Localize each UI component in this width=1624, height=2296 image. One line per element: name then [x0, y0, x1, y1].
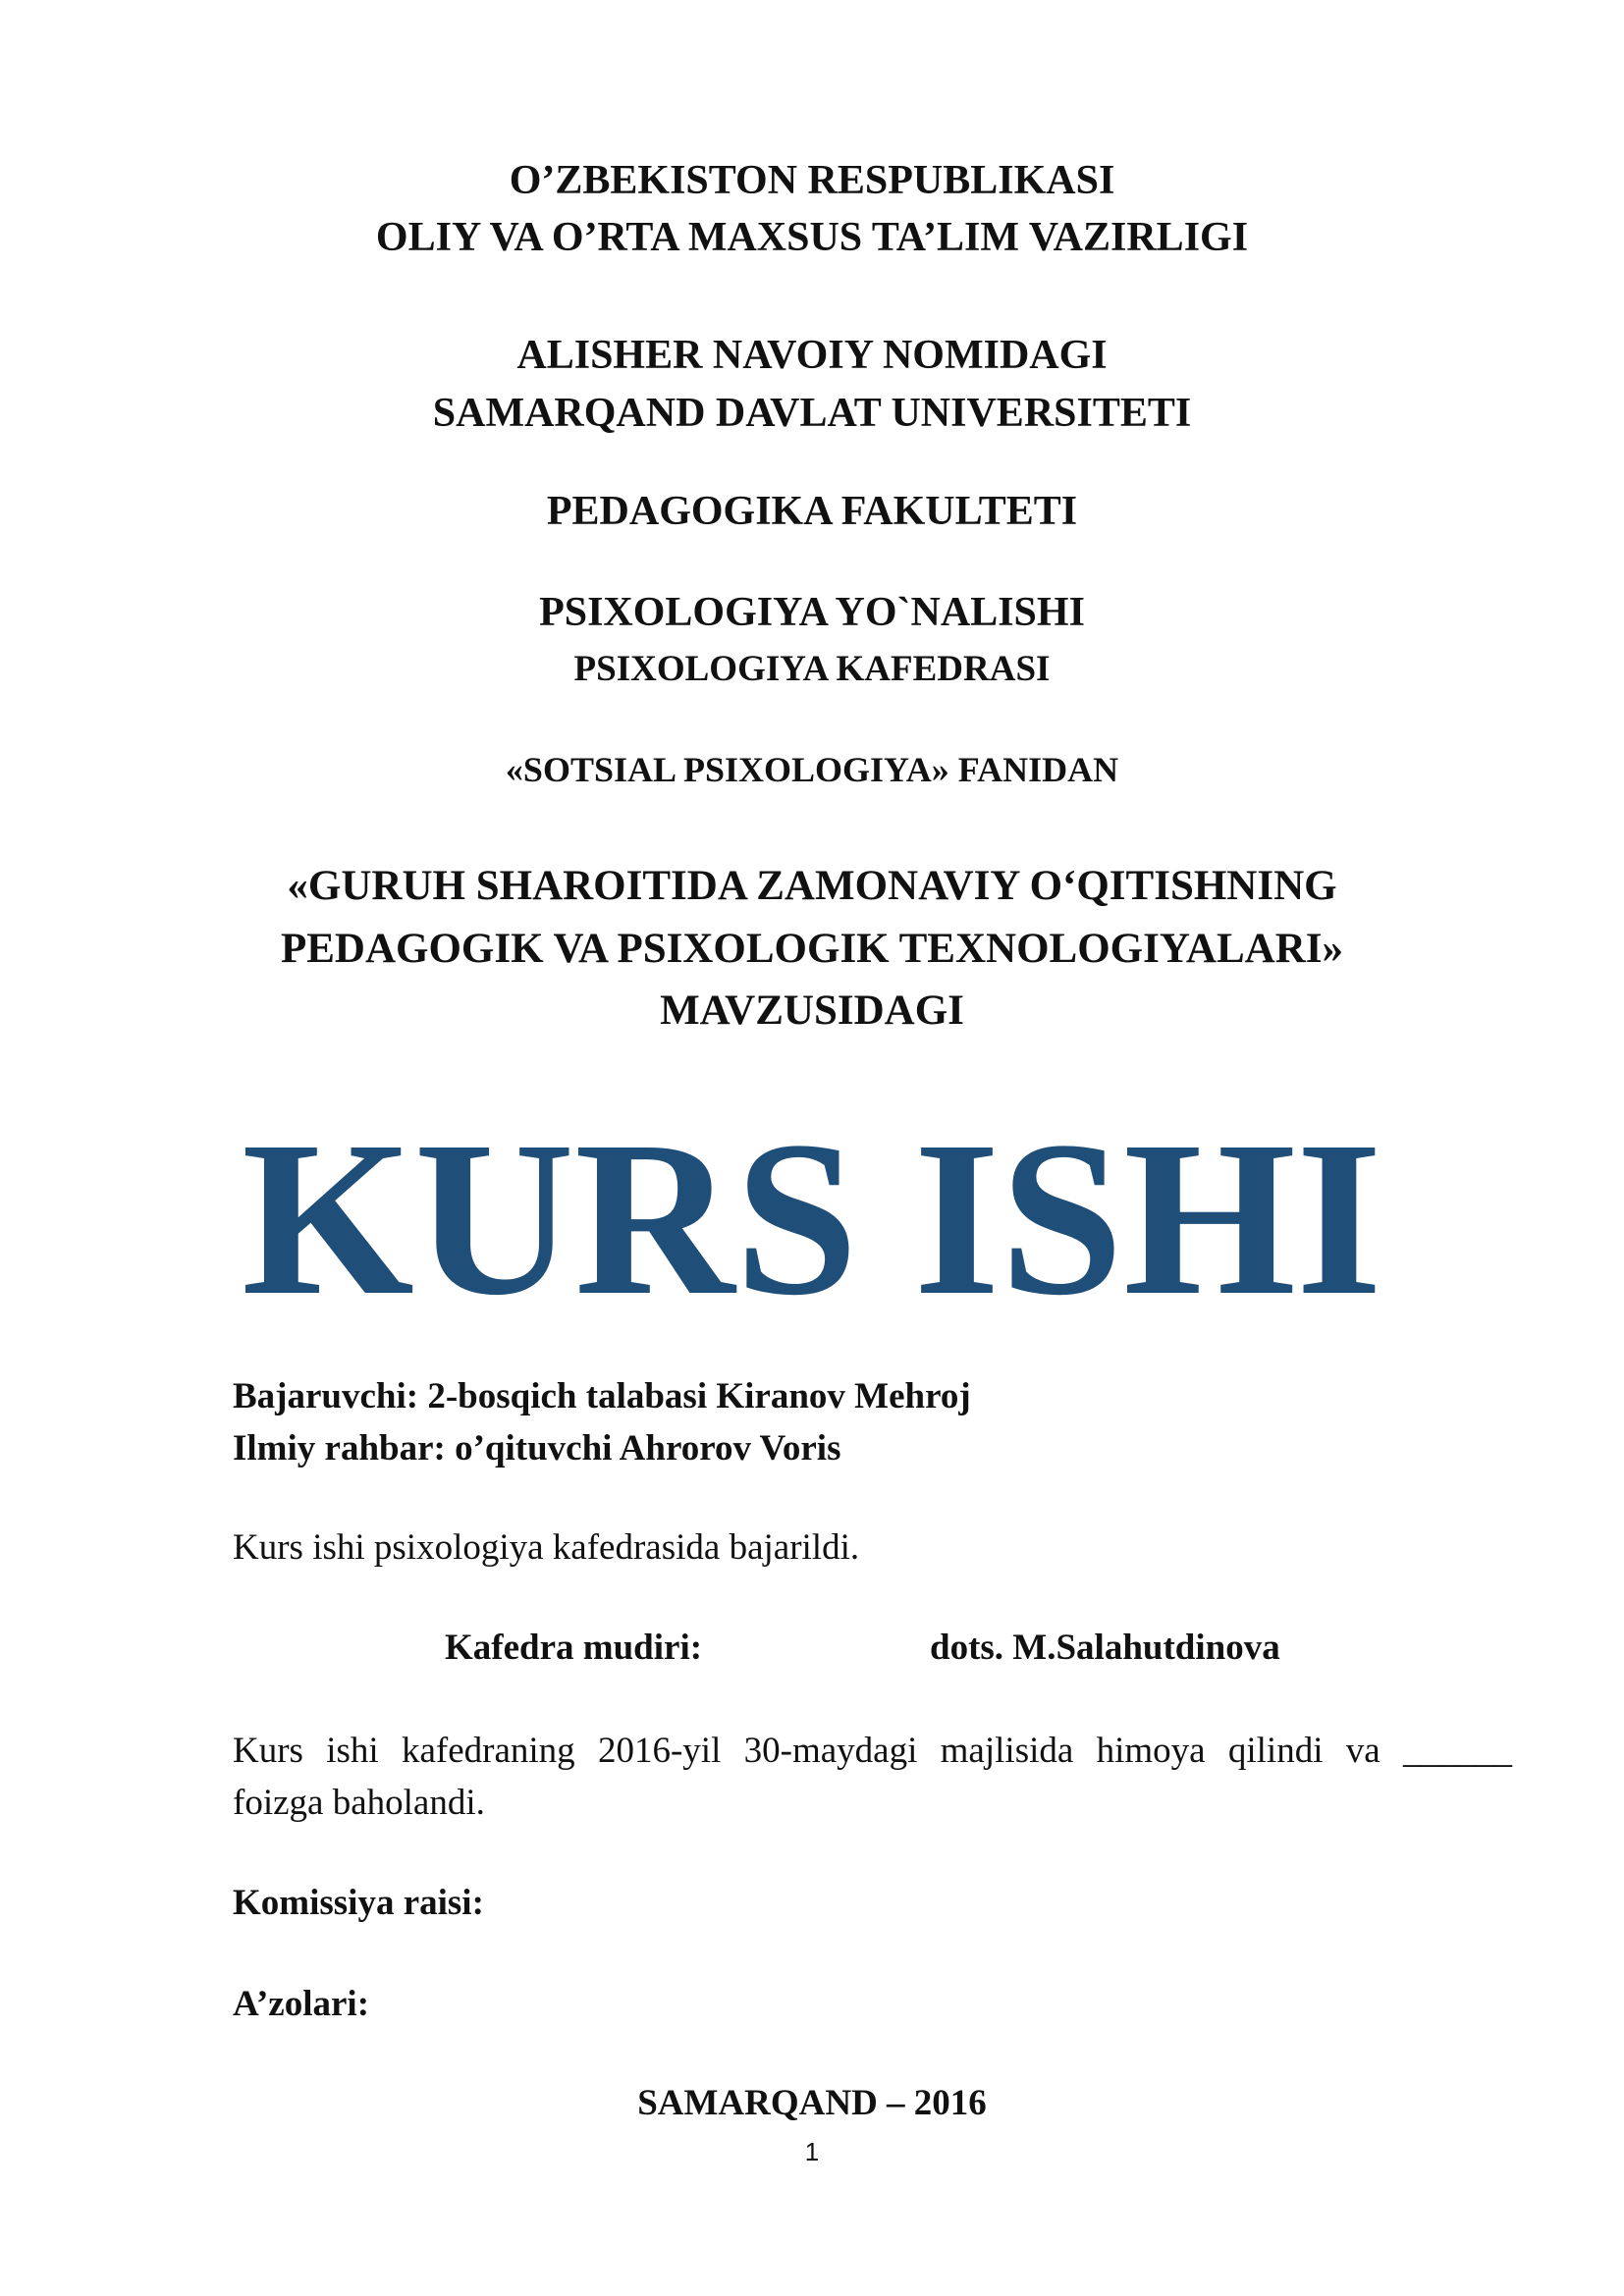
direction-heading: PSIXOLOGIYA YO`NALISHI: [539, 590, 1085, 635]
defense-word: 2016-yil: [597, 1731, 722, 1771]
department-head-name: dots. M.Salahutdinova: [930, 1628, 1280, 1668]
page-number: 1: [804, 2137, 820, 2166]
university-heading-line2: SAMARQAND DAVLAT UNIVERSITETI: [432, 391, 1192, 436]
grade-blank: ______: [1402, 1731, 1512, 1771]
performer-line: Bajaruvchi: 2-bosqich talabasi Kiranov Mehroj: [233, 1376, 971, 1416]
topic-line3: MAVZUSIDAGI: [660, 988, 964, 1034]
defense-word: qilindi: [1227, 1731, 1324, 1771]
defense-statement-line1: [233, 1725, 1512, 1777]
defense-word: himoya: [1096, 1731, 1206, 1771]
topic-line1: «GURUH SHAROITIDA ZAMONAVIY O‘QITISHNING: [287, 863, 1337, 909]
faculty-heading: PEDAGOGIKA FAKULTETI: [546, 489, 1078, 534]
commission-chair-label: Komissiya raisi:: [233, 1883, 484, 1923]
city-year: SAMARQAND – 2016: [637, 2083, 987, 2123]
defense-word: Kurs: [233, 1731, 303, 1771]
defense-statement: [233, 1725, 1512, 1829]
defense-word: 30-maydagi: [743, 1731, 918, 1771]
defense-word: va: [1345, 1731, 1380, 1771]
members-label: A’zolari:: [233, 1984, 370, 2024]
defense-word: ishi: [326, 1731, 379, 1771]
ministry-heading: OLIY VA O’RTA MAXSUS TA’LIM VAZIRLIGI: [375, 215, 1249, 260]
topic-line2: PEDAGOGIK VA PSIXOLOGIK TEXNOLOGIYALARI»: [280, 926, 1344, 972]
university-heading-line1: ALISHER NAVOIY NOMIDAGI: [516, 333, 1108, 378]
department-heading: PSIXOLOGIYA KAFEDRASI: [573, 649, 1051, 689]
completion-statement: Kurs ishi psixologiya kafedrasida bajarildi.: [233, 1527, 860, 1568]
department-head-label: Kafedra mudiri:: [445, 1628, 703, 1668]
republic-heading: O’ZBEKISTON RESPUBLIKASI: [509, 158, 1115, 203]
subject-heading: «SOTSIAL PSIXOLOGIYA» FANIDAN: [505, 750, 1119, 789]
defense-statement-line2: foizga baholandi.: [233, 1783, 485, 1823]
main-title: KURS ISHI: [242, 1095, 1382, 1341]
defense-word: majlisida: [940, 1731, 1074, 1771]
supervisor-line: Ilmiy rahbar: o’qituvchi Ahrorov Voris: [233, 1428, 841, 1468]
defense-word: kafedraning: [401, 1731, 575, 1771]
